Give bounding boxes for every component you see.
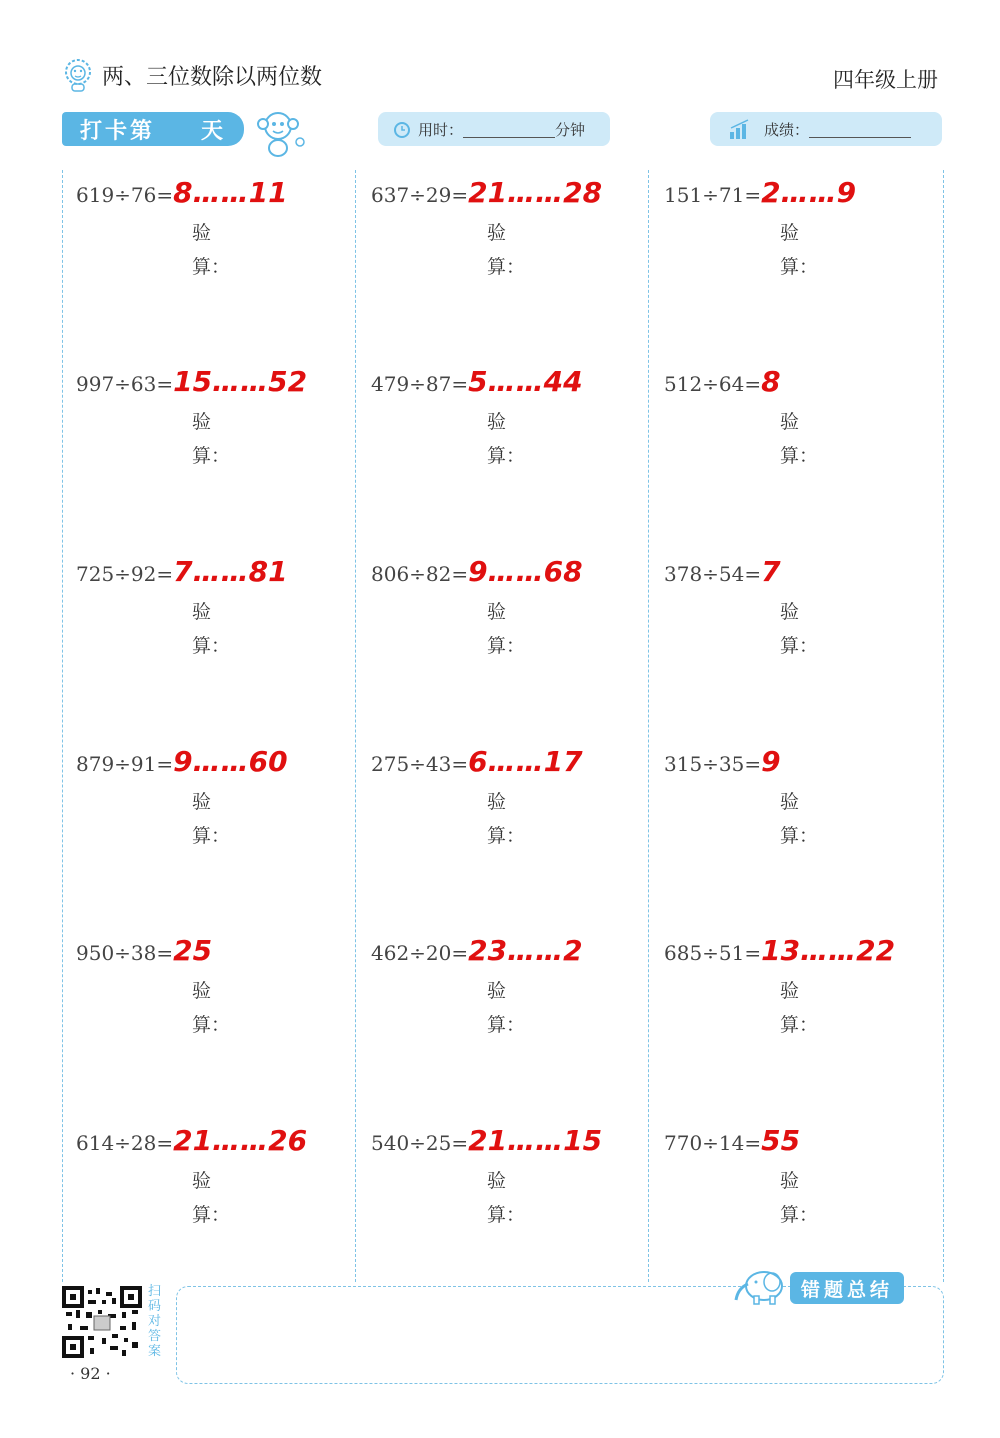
- checkin-label: 打卡第: [80, 118, 156, 144]
- verify-label: 验: [487, 222, 507, 244]
- equation-text: 512÷64=: [664, 372, 762, 396]
- qr-code[interactable]: [62, 1286, 142, 1358]
- verify-label: 算：: [192, 1014, 231, 1036]
- division-problem: [76, 1124, 307, 1157]
- verify-label: 算：: [487, 445, 526, 467]
- chart-icon: [728, 118, 752, 140]
- verify-label: 验: [487, 791, 507, 813]
- verify-label: 算：: [192, 256, 231, 278]
- equation-text: 619÷76=: [76, 183, 174, 207]
- verify-label: 验: [487, 980, 507, 1002]
- time-label: 用时：: [418, 120, 464, 139]
- division-problem: [664, 555, 781, 588]
- division-problem: [664, 365, 781, 398]
- verify-label: 算：: [487, 256, 526, 278]
- equation-text: 950÷38=: [76, 941, 174, 965]
- problem-cell: [357, 172, 647, 360]
- verify-label: 验: [487, 411, 507, 433]
- verify-label: 验: [780, 980, 800, 1002]
- problem-cell: [357, 1120, 647, 1308]
- problem-cell: [62, 172, 352, 360]
- verify-label: 算：: [487, 1014, 526, 1036]
- score-field: [710, 112, 942, 146]
- verify-label: 算：: [192, 445, 231, 467]
- verify-label: 验: [192, 791, 212, 813]
- score-label: 成绩：: [764, 120, 810, 139]
- checkin-banner: [62, 112, 244, 146]
- handwritten-answer[interactable]: 21……26: [173, 1124, 308, 1157]
- verify-label: 验: [192, 411, 212, 433]
- equation-text: 637÷29=: [371, 183, 469, 207]
- lion-icon: [62, 58, 94, 92]
- problem-cell: [357, 551, 647, 739]
- division-problem: [664, 745, 781, 778]
- page-number: · 92 ·: [70, 1364, 111, 1383]
- handwritten-answer[interactable]: 9……68: [468, 555, 583, 588]
- verify-label: 算：: [487, 635, 526, 657]
- problem-cell: [62, 1120, 352, 1308]
- handwritten-answer[interactable]: 9……60: [173, 745, 288, 778]
- page-header: [62, 58, 322, 92]
- handwritten-answer[interactable]: 8……11: [173, 176, 288, 209]
- verify-label: 验: [487, 1170, 507, 1192]
- division-problem: [76, 934, 212, 967]
- equation-text: 151÷71=: [664, 183, 762, 207]
- problem-cell: [650, 361, 940, 549]
- verify-label: 算：: [192, 1204, 231, 1226]
- verify-label: 算：: [780, 445, 819, 467]
- equation-text: 879÷91=: [76, 752, 174, 776]
- equation-text: 275÷43=: [371, 752, 469, 776]
- verify-label: 算：: [192, 825, 231, 847]
- monkey-icon: [254, 106, 310, 158]
- division-problem: [76, 365, 307, 398]
- column-divider: [648, 170, 649, 1282]
- division-problem: [371, 365, 583, 398]
- grade-label: 四年级上册: [833, 68, 938, 92]
- verify-label: 算：: [487, 1204, 526, 1226]
- verify-label: 验: [780, 1170, 800, 1192]
- handwritten-answer[interactable]: 7: [761, 555, 781, 588]
- handwritten-answer[interactable]: 7……81: [173, 555, 288, 588]
- handwritten-answer[interactable]: 5……44: [468, 365, 583, 398]
- verify-label: 算：: [780, 635, 819, 657]
- problem-cell: [357, 930, 647, 1118]
- equation-text: 685÷51=: [664, 941, 762, 965]
- problem-cell: [650, 551, 940, 739]
- problem-cell: [62, 930, 352, 1118]
- checkin-day-label: 天: [201, 118, 227, 144]
- page-title: 两、三位数除以两位数: [102, 64, 323, 90]
- handwritten-answer[interactable]: 2……9: [761, 176, 857, 209]
- division-problem: [76, 555, 288, 588]
- verify-label: 验: [780, 222, 800, 244]
- equation-text: 540÷25=: [371, 1131, 469, 1155]
- problem-cell: [357, 741, 647, 929]
- handwritten-answer[interactable]: 8: [761, 365, 781, 398]
- division-problem: [76, 745, 288, 778]
- problem-cell: [62, 741, 352, 929]
- handwritten-answer[interactable]: 21……28: [468, 176, 603, 209]
- problem-cell: [650, 741, 940, 929]
- verify-label: 验: [780, 411, 800, 433]
- handwritten-answer[interactable]: 23……2: [468, 934, 583, 967]
- verify-label: 验: [487, 601, 507, 623]
- problem-cell: [650, 930, 940, 1118]
- verify-label: 验: [192, 222, 212, 244]
- verify-label: 验: [780, 601, 800, 623]
- equation-text: 614÷28=: [76, 1131, 174, 1155]
- problem-cell: [650, 172, 940, 360]
- time-field: [378, 112, 610, 146]
- score-blank[interactable]: [809, 121, 911, 138]
- equation-text: 315÷35=: [664, 752, 762, 776]
- mistake-summary-tag: 错题总结: [790, 1272, 904, 1304]
- division-problem: [664, 1124, 800, 1157]
- time-unit: 分钟: [555, 120, 586, 139]
- division-problem: [664, 934, 895, 967]
- alarm-clock-icon: [392, 119, 412, 139]
- handwritten-answer[interactable]: 9: [761, 745, 781, 778]
- division-problem: [371, 745, 583, 778]
- elephant-icon: [732, 1266, 788, 1306]
- verify-label: 算：: [487, 825, 526, 847]
- handwritten-answer[interactable]: 13……22: [761, 934, 896, 967]
- verify-label: 验: [780, 791, 800, 813]
- verify-label: 算：: [780, 1014, 819, 1036]
- handwritten-answer[interactable]: 6……17: [468, 745, 583, 778]
- handwritten-answer[interactable]: 25: [173, 934, 213, 967]
- verify-label: 算：: [780, 1204, 819, 1226]
- problem-cell: [62, 551, 352, 739]
- division-problem: [371, 555, 583, 588]
- verify-label: 算：: [780, 256, 819, 278]
- equation-text: 770÷14=: [664, 1131, 762, 1155]
- time-blank[interactable]: [463, 121, 555, 138]
- equation-text: 806÷82=: [371, 562, 469, 586]
- verify-label: 算：: [192, 635, 231, 657]
- equation-text: 462÷20=: [371, 941, 469, 965]
- verify-label: 验: [192, 601, 212, 623]
- column-divider: [355, 170, 356, 1282]
- equation-text: 725÷92=: [76, 562, 174, 586]
- problem-cell: [357, 361, 647, 549]
- equation-text: 479÷87=: [371, 372, 469, 396]
- problem-cell: [62, 361, 352, 549]
- scan-for-answers-label: 扫码对答案: [148, 1284, 162, 1359]
- equation-text: 997÷63=: [76, 372, 174, 396]
- handwritten-answer[interactable]: 55: [761, 1124, 801, 1157]
- verify-label: 算：: [780, 825, 819, 847]
- division-problem: [664, 176, 856, 209]
- verify-label: 验: [192, 1170, 212, 1192]
- equation-text: 378÷54=: [664, 562, 762, 586]
- division-problem: [371, 934, 583, 967]
- division-problem: [371, 1124, 602, 1157]
- handwritten-answer[interactable]: 15……52: [173, 365, 308, 398]
- division-problem: [76, 176, 288, 209]
- handwritten-answer[interactable]: 21……15: [468, 1124, 603, 1157]
- division-problem: [371, 176, 602, 209]
- verify-label: 验: [192, 980, 212, 1002]
